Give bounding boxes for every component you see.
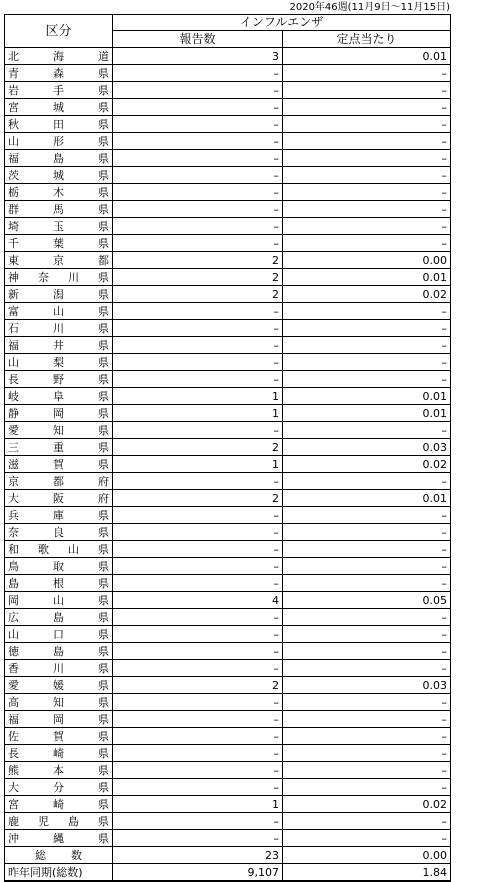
- reports-header: 報告数: [113, 31, 283, 48]
- prefecture-cell: 福岡県: [5, 711, 113, 728]
- per-point-cell: 0.03: [283, 439, 451, 456]
- table-row: [5, 745, 451, 762]
- prefecture-cell: 茨城県: [5, 167, 113, 184]
- reports-cell: 2: [113, 490, 283, 507]
- table-row: [5, 524, 451, 541]
- per-point-cell: –: [283, 694, 451, 711]
- prefecture-cell: 京都府: [5, 473, 113, 490]
- table-row: [5, 762, 451, 779]
- table-row: [5, 371, 451, 388]
- reports-cell: –: [113, 422, 283, 439]
- per-point-cell: –: [283, 524, 451, 541]
- per-point-cell: –: [283, 201, 451, 218]
- table-row: [5, 779, 451, 796]
- reports-cell: –: [113, 609, 283, 626]
- table-row: [5, 82, 451, 99]
- prefecture-cell: 山形県: [5, 133, 113, 150]
- per-point-cell: –: [283, 337, 451, 354]
- table-row: [5, 558, 451, 575]
- table-row: [5, 575, 451, 592]
- table-body: [5, 48, 451, 847]
- reports-cell: 1: [113, 796, 283, 813]
- prefecture-cell: 岩手県: [5, 82, 113, 99]
- per-point-cell: –: [283, 660, 451, 677]
- reports-cell: –: [113, 133, 283, 150]
- reports-cell: 2: [113, 252, 283, 269]
- per-point-cell: 0.03: [283, 677, 451, 694]
- region-header: 区分: [5, 15, 113, 48]
- per-point-cell: –: [283, 235, 451, 252]
- table-row: [5, 422, 451, 439]
- reports-cell: –: [113, 150, 283, 167]
- prefecture-cell: 奈良県: [5, 524, 113, 541]
- reports-cell: –: [113, 626, 283, 643]
- prefecture-cell: 埼玉県: [5, 218, 113, 235]
- per-point-cell: 0.00: [283, 252, 451, 269]
- per-point-cell: –: [283, 65, 451, 82]
- prefecture-cell: 宮崎県: [5, 796, 113, 813]
- table-row: [5, 405, 451, 422]
- reports-cell: 2: [113, 439, 283, 456]
- per-point-cell: 0.05: [283, 592, 451, 609]
- prefecture-cell: 熊本県: [5, 762, 113, 779]
- per-point-cell: –: [283, 320, 451, 337]
- per-point-cell: 0.02: [283, 456, 451, 473]
- table-row: [5, 184, 451, 201]
- total-row: [5, 847, 451, 864]
- reports-cell: –: [113, 711, 283, 728]
- table-row: [5, 201, 451, 218]
- reports-cell: –: [113, 167, 283, 184]
- reports-cell: –: [113, 507, 283, 524]
- per-point-cell: –: [283, 473, 451, 490]
- reports-cell: 3: [113, 48, 283, 65]
- per-point-cell: –: [283, 371, 451, 388]
- per-point-cell: –: [283, 150, 451, 167]
- table-row: [5, 235, 451, 252]
- per-point-cell: –: [283, 745, 451, 762]
- per-point-cell: –: [283, 541, 451, 558]
- per-point-cell: –: [283, 558, 451, 575]
- table-row: [5, 116, 451, 133]
- prefecture-cell: 宮城県: [5, 99, 113, 116]
- reports-cell: –: [113, 235, 283, 252]
- per-point-cell: –: [283, 184, 451, 201]
- per-point-cell: 0.01: [283, 48, 451, 65]
- prefecture-cell: 長野県: [5, 371, 113, 388]
- total-per-point: 0.00: [283, 847, 451, 864]
- influenza-report-table: [4, 14, 451, 882]
- reports-cell: 2: [113, 269, 283, 286]
- per-point-cell: –: [283, 422, 451, 439]
- reports-cell: –: [113, 643, 283, 660]
- per-point-cell: 0.01: [283, 269, 451, 286]
- reports-cell: –: [113, 184, 283, 201]
- table-row: [5, 507, 451, 524]
- per-point-cell: –: [283, 711, 451, 728]
- reports-cell: –: [113, 371, 283, 388]
- table-row: [5, 541, 451, 558]
- table-row: [5, 354, 451, 371]
- prefecture-cell: 石川県: [5, 320, 113, 337]
- per-point-cell: –: [283, 728, 451, 745]
- total-reports: 23: [113, 847, 283, 864]
- per-point-cell: 0.02: [283, 286, 451, 303]
- reports-cell: –: [113, 303, 283, 320]
- table-row: [5, 473, 451, 490]
- table-row: [5, 456, 451, 473]
- table-row: [5, 320, 451, 337]
- table-row: [5, 252, 451, 269]
- per-point-cell: –: [283, 643, 451, 660]
- reports-cell: –: [113, 337, 283, 354]
- last-year-reports: 9,107: [113, 864, 283, 882]
- reports-cell: –: [113, 201, 283, 218]
- last-year-row: [5, 864, 451, 882]
- prefecture-cell: 沖縄県: [5, 830, 113, 847]
- table-row: [5, 677, 451, 694]
- per-point-cell: –: [283, 762, 451, 779]
- table-row: [5, 609, 451, 626]
- prefecture-cell: 岐阜県: [5, 388, 113, 405]
- prefecture-cell: 新潟県: [5, 286, 113, 303]
- reports-cell: –: [113, 660, 283, 677]
- per-point-cell: 0.01: [283, 388, 451, 405]
- reports-cell: –: [113, 745, 283, 762]
- reports-cell: –: [113, 779, 283, 796]
- prefecture-cell: 広島県: [5, 609, 113, 626]
- total-label: 総数: [5, 847, 113, 864]
- per-point-cell: –: [283, 813, 451, 830]
- prefecture-cell: 群馬県: [5, 201, 113, 218]
- prefecture-cell: 福井県: [5, 337, 113, 354]
- reports-cell: –: [113, 354, 283, 371]
- reports-cell: 1: [113, 388, 283, 405]
- per-point-cell: –: [283, 779, 451, 796]
- reports-cell: –: [113, 541, 283, 558]
- reports-cell: –: [113, 99, 283, 116]
- week-caption: 2020年46週(11月9日～11月15日): [289, 2, 450, 13]
- reports-cell: –: [113, 524, 283, 541]
- reports-cell: 1: [113, 456, 283, 473]
- prefecture-cell: 福島県: [5, 150, 113, 167]
- per-point-cell: –: [283, 167, 451, 184]
- table-row: [5, 813, 451, 830]
- prefecture-cell: 三重県: [5, 439, 113, 456]
- per-point-cell: –: [283, 575, 451, 592]
- prefecture-cell: 大分県: [5, 779, 113, 796]
- prefecture-cell: 佐賀県: [5, 728, 113, 745]
- last-year-per-point: 1.84: [283, 864, 451, 882]
- per-point-cell: –: [283, 830, 451, 847]
- influenza-header: インフルエンザ: [113, 15, 451, 31]
- table-row: [5, 286, 451, 303]
- reports-cell: –: [113, 473, 283, 490]
- prefecture-cell: 大阪府: [5, 490, 113, 507]
- per-point-cell: –: [283, 82, 451, 99]
- table-row: [5, 337, 451, 354]
- prefecture-cell: 長崎県: [5, 745, 113, 762]
- table-row: [5, 592, 451, 609]
- reports-cell: –: [113, 558, 283, 575]
- table-row: [5, 490, 451, 507]
- prefecture-cell: 富山県: [5, 303, 113, 320]
- per-point-cell: –: [283, 507, 451, 524]
- prefecture-cell: 滋賀県: [5, 456, 113, 473]
- prefecture-cell: 鳥取県: [5, 558, 113, 575]
- reports-cell: –: [113, 830, 283, 847]
- table-row: [5, 388, 451, 405]
- table-row: [5, 694, 451, 711]
- table-row: [5, 150, 451, 167]
- per-point-cell: –: [283, 626, 451, 643]
- reports-cell: –: [113, 762, 283, 779]
- prefecture-cell: 東京都: [5, 252, 113, 269]
- per-point-cell: –: [283, 116, 451, 133]
- reports-cell: 2: [113, 286, 283, 303]
- reports-cell: –: [113, 82, 283, 99]
- per-point-cell: 0.02: [283, 796, 451, 813]
- table-row: [5, 167, 451, 184]
- prefecture-cell: 愛媛県: [5, 677, 113, 694]
- reports-cell: –: [113, 320, 283, 337]
- reports-cell: –: [113, 116, 283, 133]
- reports-cell: 4: [113, 592, 283, 609]
- table-row: [5, 48, 451, 65]
- per-point-cell: –: [283, 99, 451, 116]
- table-row: [5, 660, 451, 677]
- table-row: [5, 65, 451, 82]
- per-point-cell: –: [283, 303, 451, 320]
- per-point-cell: –: [283, 218, 451, 235]
- per-point-cell: 0.01: [283, 405, 451, 422]
- table-row: [5, 728, 451, 745]
- prefecture-cell: 栃木県: [5, 184, 113, 201]
- prefecture-cell: 岡山県: [5, 592, 113, 609]
- per-point-cell: –: [283, 609, 451, 626]
- prefecture-cell: 静岡県: [5, 405, 113, 422]
- reports-cell: –: [113, 813, 283, 830]
- table-row: [5, 643, 451, 660]
- prefecture-cell: 高知県: [5, 694, 113, 711]
- prefecture-cell: 兵庫県: [5, 507, 113, 524]
- table-row: [5, 711, 451, 728]
- table-row: [5, 218, 451, 235]
- table-row: [5, 626, 451, 643]
- prefecture-cell: 鹿児島県: [5, 813, 113, 830]
- table-row: [5, 796, 451, 813]
- prefecture-cell: 青森県: [5, 65, 113, 82]
- reports-cell: –: [113, 65, 283, 82]
- table-row: [5, 99, 451, 116]
- reports-cell: –: [113, 694, 283, 711]
- table-row: [5, 269, 451, 286]
- table-row: [5, 133, 451, 150]
- prefecture-cell: 香川県: [5, 660, 113, 677]
- reports-cell: 2: [113, 677, 283, 694]
- table-row: [5, 439, 451, 456]
- prefecture-cell: 山梨県: [5, 354, 113, 371]
- prefecture-cell: 島根県: [5, 575, 113, 592]
- prefecture-cell: 神奈川県: [5, 269, 113, 286]
- table-row: [5, 830, 451, 847]
- prefecture-cell: 北海道: [5, 48, 113, 65]
- prefecture-cell: 和歌山県: [5, 541, 113, 558]
- reports-cell: –: [113, 575, 283, 592]
- reports-cell: –: [113, 728, 283, 745]
- prefecture-cell: 山口県: [5, 626, 113, 643]
- table-row: [5, 303, 451, 320]
- prefecture-cell: 愛知県: [5, 422, 113, 439]
- per-point-cell: 0.01: [283, 490, 451, 507]
- per-point-cell: –: [283, 354, 451, 371]
- reports-cell: –: [113, 218, 283, 235]
- last-year-label: 昨年同期(総数): [5, 864, 113, 882]
- per-point-cell: –: [283, 133, 451, 150]
- prefecture-cell: 千葉県: [5, 235, 113, 252]
- per-point-header: 定点当たり: [283, 31, 451, 48]
- reports-cell: 1: [113, 405, 283, 422]
- prefecture-cell: 秋田県: [5, 116, 113, 133]
- prefecture-cell: 徳島県: [5, 643, 113, 660]
